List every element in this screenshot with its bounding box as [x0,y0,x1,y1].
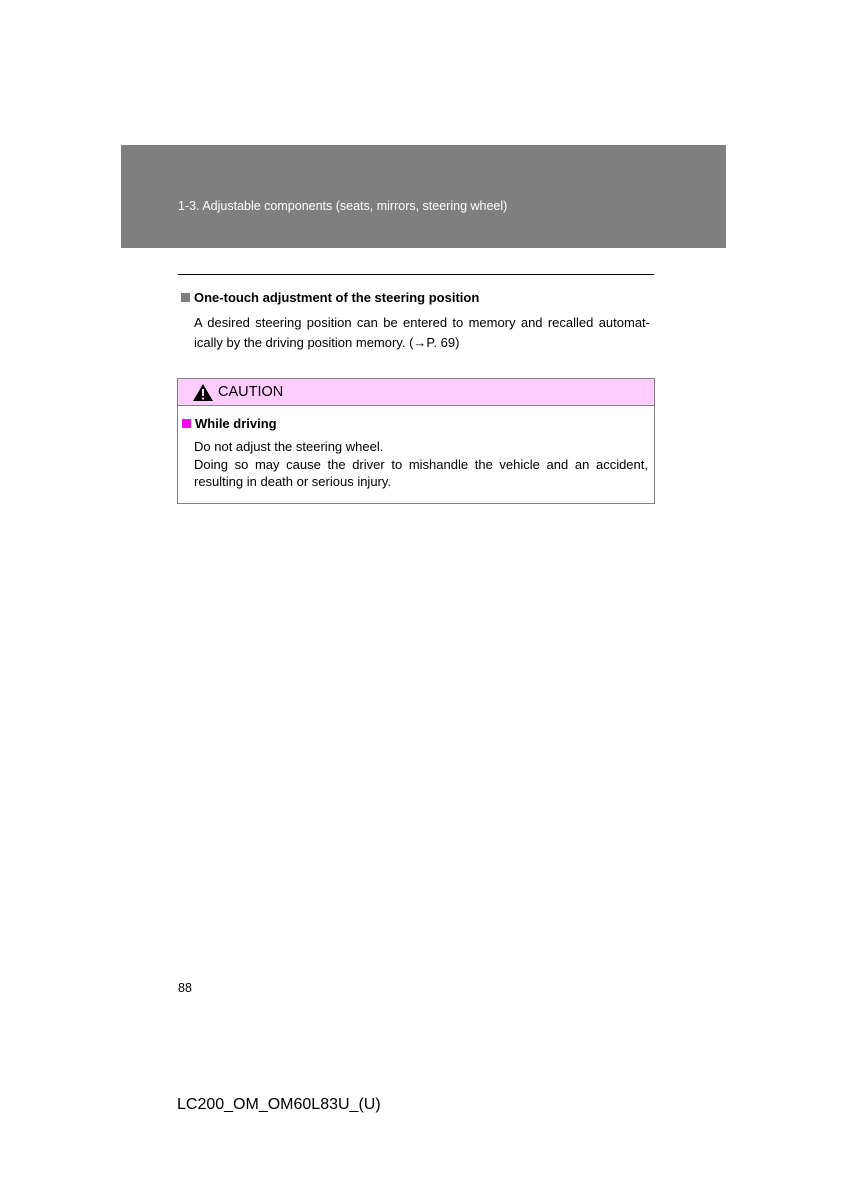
caution-header [178,379,654,406]
section-body [194,313,650,353]
section-body-line: A desired steering position can be entered to memory and recalled automat- [194,315,650,330]
warning-triangle-icon [192,383,214,402]
section-heading [181,290,479,305]
gray-square-bullet-icon [181,293,190,302]
page-number: 88 [178,981,192,995]
header-band [121,145,726,248]
document-code: LC200_OM_OM60L83U_(U) [177,1096,381,1113]
caution-label: CAUTION [218,384,284,400]
caution-body-line: Doing so may cause the driver to mishandle the vehicle and an accident, [194,456,648,472]
section-body-line: ically by the driving position memory. (→P. 69) [194,335,460,350]
magenta-square-bullet-icon [182,419,191,428]
caution-subheading-text: While driving [195,416,277,431]
divider-rule [178,274,654,275]
caution-subheading [182,416,277,431]
caution-body-line: Do not adjust the steering wheel. [194,439,384,454]
caution-body [194,438,648,491]
caution-box [177,378,655,504]
section-heading-text: One-touch adjustment of the steering position [194,290,480,305]
caution-body-line: resulting in death or serious injury. [194,474,392,489]
section-header: 1-3. Adjustable components (seats, mirrors, steering wheel) [178,199,508,213]
